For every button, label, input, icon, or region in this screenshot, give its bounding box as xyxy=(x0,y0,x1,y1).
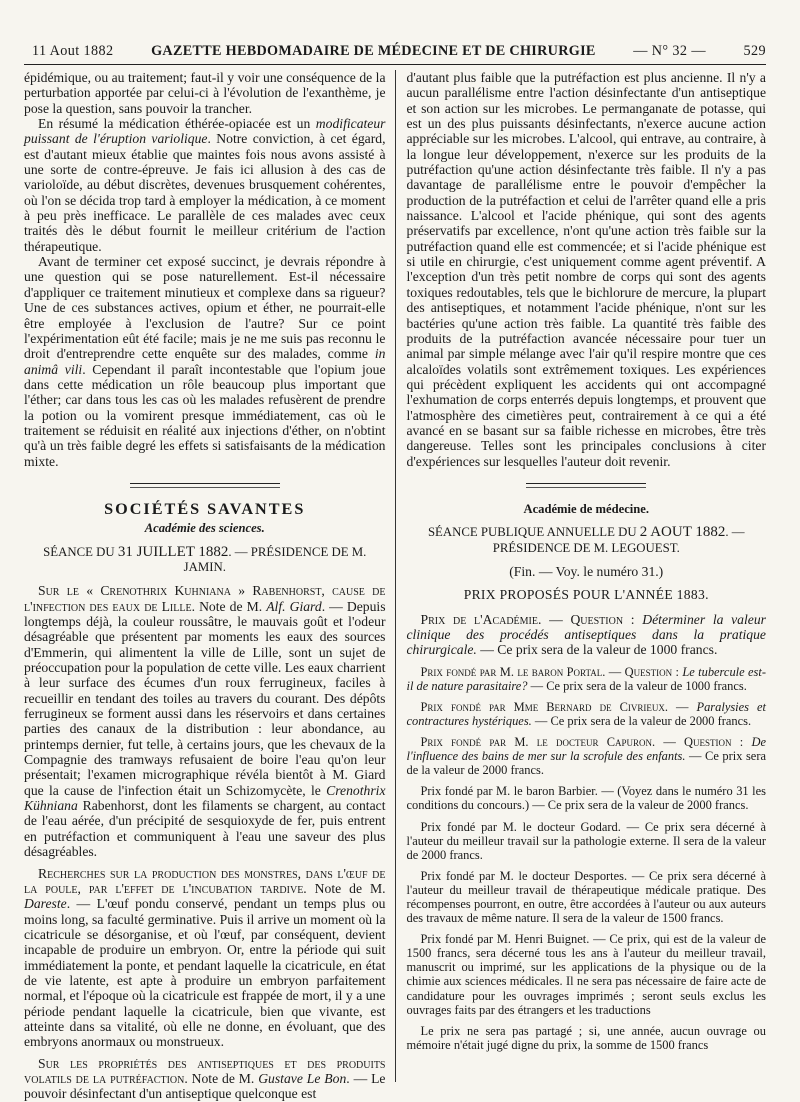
header-issue-number: — N° 32 — xyxy=(633,43,706,59)
prize-godard: Prix fondé par M. le docteur Godard. — Ce prix sera décerné à l'auteur du meilleur travail sur la pathologie externe. Il sera de la valeur de 2000 francs. xyxy=(406,819,766,862)
header-page-number: 529 xyxy=(743,43,766,59)
prize-desportes: Prix fondé par M. le docteur Desportes. — Ce prix sera décerné à l'auteur du meilleur travail de thérapeutique médicale pratique. Des récompenses pourront, en outre, être accordées à l'auteur ou aux auteurs des travaux de même nature. Il sera de la valeur de 1500 francs. xyxy=(406,868,766,926)
prize-portal: Prix fondé par M. le baron Portal. — Question : Le tubercule est-il de nature parasitaire? — Ce prix sera de la valeur de 1000 francs. xyxy=(406,664,766,693)
right-column xyxy=(396,70,767,1082)
section-separator xyxy=(407,483,767,488)
section-separator xyxy=(24,483,386,488)
prize-academie: Prix de l'Académie. — Question : Déterminer la valeur clinique des procédés antiseptiques dans la pratique chirurgicale. — Ce prix sera de la valeur de 1000 francs. xyxy=(406,611,766,658)
paragraph-conclusion: Avant de terminer cet exposé succinct, je devrais répondre à une question qui se pose naturellement. Est-il nécessaire d'appliquer ce traitement minutieux et complexe dans sa rigueur? Une de ces substances actives, opium et éther, ne pourrait-elle être employée à l'exclusion de l'autre? Sur ce point l'expérimentation eût été facile; mais je ne me suis pas reconnu le droit d'entreprendre cette enquête sur des malades, comme in animâ vili. Cependant il paraît incontestable que l'opium joue dans cette médication un rôle beaucoup plus important que l'éther; car dans tous les cas où les malades refusèrent de prendre la potion ou la vomirent presque immédiatement, cas où le traitement se réduisit en réalité aux injections d'éther, on n'obtint qu'à un très faible degré les effets si satisfaisants de la médication mixte. xyxy=(24,254,386,469)
left-column xyxy=(24,70,395,1102)
header-date: 11 Aout 1882 xyxy=(32,43,114,59)
paragraph-last: Le prix ne sera pas partagé ; si, une année, aucun ouvrage ou mémoire n'était jugé digne du prix, la somme de 1500 francs xyxy=(406,1023,766,1052)
prize-capuron: Prix fondé par M. le docteur Capuron. — Question : De l'influence des bains de mer sur la scrofule des enfants. — Ce prix sera de la valeur de 2000 francs. xyxy=(406,735,766,778)
running-header xyxy=(32,40,766,60)
session-heading: SÉANCE PUBLIQUE ANNUELLE DU 2 AOUT 1882. — PRÉSIDENCE DE M. LEGOUEST. xyxy=(427,524,745,555)
section-title: SOCIÉTÉS SAVANTES xyxy=(104,499,306,518)
prizes-title: PRIX PROPOSÉS POUR L'ANNÉE 1883. xyxy=(463,587,709,603)
columns xyxy=(24,70,766,1102)
academy-title: Académie de médecine. xyxy=(523,501,650,516)
continuation-note: (Fin. — Voy. le numéro 31.) xyxy=(509,563,664,579)
paragraph-resume: En résumé la médication éthérée-opiacée est un modificateur puissant de l'éruption variolique. Notre conviction, à cet égard, est d'autant mieux établie que maintes fois nous avons assisté à une sorte de contre-épreuve. Je fais ici allusion à des cas de varioloïde, au début discrètes, devenues brusquement cohérentes, où l'on se décida trop tard à employer la médication, à ce moment à peu près inefficace. Le parallèle de ces malades avec ceux traités dès le début fournit le meilleur critérium de l'action thérapeutique. xyxy=(24,116,386,254)
prize-barbier: Prix fondé par M. le baron Barbier. — (Voyez dans le numéro 31 les conditions du concours.) — Ce prix sera de la valeur de 2000 francs. xyxy=(406,784,766,813)
header-title: GAZETTE HEBDOMADAIRE DE MÉDECINE ET DE CHIRURGIE xyxy=(151,43,596,59)
paragraph-continuation: épidémique, ou au traitement; faut-il y voir une conséquence de la perturbation apportée par celui-ci à l'évolution de l'exanthème, je pose la question, sans pouvoir la trancher. xyxy=(24,70,386,116)
paragraph-antiseptic-continued: d'autant plus faible que la putréfaction est plus ancienne. Il n'y a aucun parallélisme entre l'action désinfectante d'un antiseptique et son action sur les microbes. Le permanganate de potasse, qui est un des plus puissants désinfectants, n'exerce aucune action appréciable sur les microbes. L'alcool, qui entrave, au contraire, à la longue leur développement, n'exerce sur les produits de la putréfaction qu'une action désinfectante très faible. Il n'y a pas davantage de parallélisme entre le pouvoir d'empêcher la production de la putréfaction et celui de l'arrêter quand elle a pris naissance. L'alcool et l'acide phénique, qui sont des agents préservatifs par excellence, n'ont qu'une action très faible sur la putréfaction quand elle est commencée; et si l'acide phénique est si utile en chirurgie, c'est uniquement comme agent préventif. A l'exception d'un très petit nombre de corps qui sont des agents toxiques redoutables, tels que le bichlorure de mercure, la plupart des antiseptiques, et notamment l'acide phénique, n'ont sur les bactéries qu'une action très faible. La quantité très faible des produits de la putréfaction avancée nécessaire pour tuer un animal par simple mélange avec l'air qu'il respire montre que ces alcaloïdes volatils sont extrêmement toxiques. Les expériences qui précèdent expliquent les accidents qui ont accompagné l'exhumation de corps enterrés depuis longtemps, et prouvent que l'atmosphère des cimetières peut, contrairement à ce qui a été avancé en se basant sur sa faible richesse en microbes, être très dangereuse. Telles sont les principales conclusions à citer d'expériences sur lesquelles l'auteur doit revenir. xyxy=(406,70,766,469)
article-crenothrix: Sur le « Crenothrix Kuhniana » Rabenhorst, cause de l'infection des eaux de Lille. Note de M. Alf. Giard. — Depuis longtemps déjà, la couleur roussâtre, le mauvais goût et l'odeur désagréable que présentent par moments les eaux des sources d'Emmerin, qui alimentent la ville de Lille, sont un sujet de préoccupation pour la population de cette ville. Les eaux charrient à leur surface des écumes d'un roux ferrugineux, faciles à recueillir en tendant des toiles au travers du courant. Des dépôts ferrugineux se forment aussi dans les réservoirs et dans certaines parties des canaux de la distribution : leur abondance, au printemps dernier, fut telle, à certains jours, que les chevaux de la Compagnie des tramways refusaient de boire l'eau qu'on leur présentait; l'examen micrographique révéla bientôt à M. Giard que la cause de l'infection était un Schizomycète, le Crenothrix Kühniana Rabenhorst, dont les filaments se chargent, au contact de l'eau aérée, d'un précipité de sesquioxyde de fer, puis entrent en putréfaction et communiquent à l'eau une saveur des plus désagréables. xyxy=(24,583,386,860)
prize-buignet: Prix fondé par M. Henri Buignet. — Ce prix, qui est de la valeur de 1500 francs, sera décerné tous les ans à l'auteur du meilleur travail, manuscrit ou imprimé, sur les applications de la physique ou de la chimie aux sciences médicales. Il ne sera pas nécessaire de faire acte de candidature pour les ouvrages imprimés ; seront seuls exclus les ouvrages faits par des étrangers et les traductions xyxy=(406,932,766,1017)
subsection-title: Académie des sciences. xyxy=(144,521,265,536)
article-monstres: Recherches sur la production des monstres, dans l'œuf de la poule, par l'effet de l'incubation tardive. Note de M. Dareste. — L'œuf pondu conservé, pendant un temps plus ou moins long, sa faculté germinative. Puis il arrive un moment où la cicatricule se désorganise, et où l'œuf, par conséquent, devient incapable de produire un embryon. Or, entre la période qui suit immédiatement la ponte, et pendant laquelle la cicatricule, en état de vie latente, est apte à produire un embryon parfaitement normal, et l'époque où la cicatricule est frappée de mort, il y a une période pendant laquelle la cicatricule, bien que vivante, est atteinte dans sa vitalité, où elle ne donne, en évoluant, que des embryons anormaux ou monstrueux. xyxy=(24,865,386,1050)
session-heading: SÉANCE DU 31 JUILLET 1882. — PRÉSIDENCE DE M. JAMIN. xyxy=(43,543,367,574)
header-rule xyxy=(24,64,766,65)
prize-civrieux: Prix fondé par Mme Bernard de Civrieux. — Paralysies et contractures hystériques. — Ce prix sera de la valeur de 2000 francs. xyxy=(406,699,766,728)
article-antiseptiques: Sur les propriétés des antiseptiques et des produits volatils de la putréfaction. Note de M. Gustave Le Bon. — Le pouvoir désinfectant d'un antiseptique quelconque est xyxy=(24,1055,386,1102)
